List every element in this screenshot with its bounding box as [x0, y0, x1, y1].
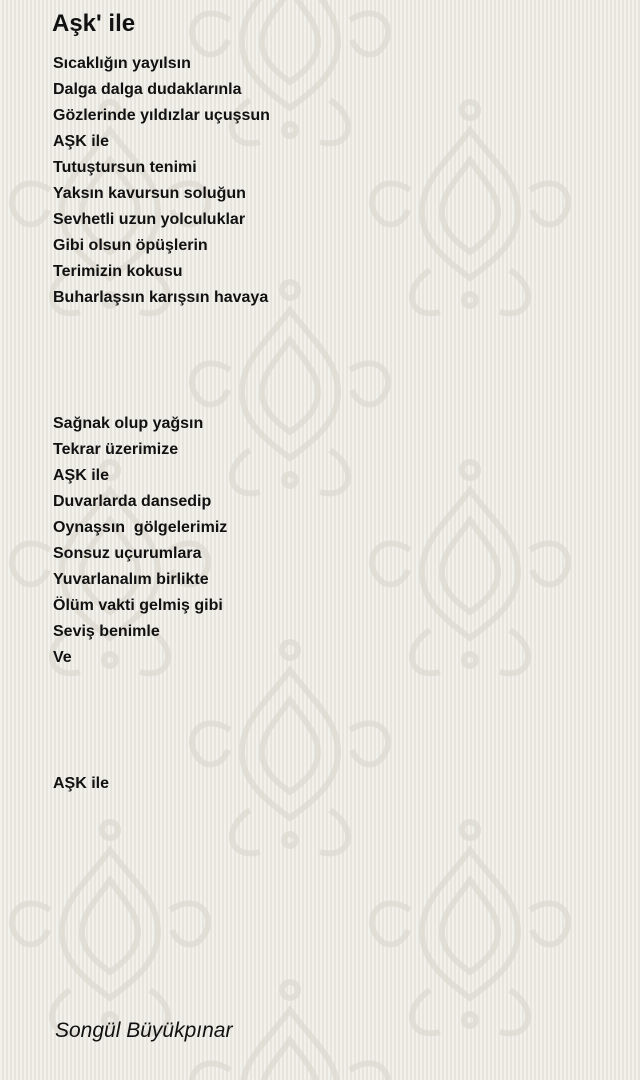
stanza-2: [53, 411, 227, 671]
poem-line: Gözlerinde yıldızlar uçuşsun: [53, 107, 270, 124]
stanza-3: [53, 771, 109, 797]
poem-line: Tekrar üzerimize: [53, 441, 179, 458]
poem-line: Tutuştursun tenimi: [53, 159, 197, 176]
poem-line: Buharlaşsın karışsın havaya: [53, 289, 269, 306]
poem-line: Yuvarlanalım birlikte: [53, 571, 209, 588]
poem-line: Sevhetli uzun yolculuklar: [53, 211, 246, 228]
stanza-1: [53, 51, 270, 311]
poem-line: Duvarlarda dansedip: [53, 493, 212, 510]
poem-line: Oynaşsın gölgelerimiz: [53, 519, 228, 536]
poem-title: Aşk' ile: [52, 10, 136, 37]
poem-line: Ölüm vakti gelmiş gibi: [53, 597, 223, 614]
poem-line: AŞK ile: [53, 775, 110, 792]
poem-line: AŞK ile: [53, 133, 110, 150]
poem-line: Sağnak olup yağsın: [53, 415, 204, 432]
poem-line: Ve: [53, 649, 72, 666]
poem-line: Terimizin kokusu: [53, 263, 183, 280]
poem-line: Seviş benimle: [53, 623, 160, 640]
poem-line: AŞK ile: [53, 467, 110, 484]
poem-line: Dalga dalga dudaklarınla: [53, 81, 242, 98]
poem-author: Songül Büyükpınar: [55, 1019, 233, 1042]
poem-line: Sonsuz uçurumlara: [53, 545, 202, 562]
poem-line: Sıcaklığın yayılsın: [53, 55, 191, 72]
poem-line: Yaksın kavursun soluğun: [53, 185, 246, 202]
poem-line: Gibi olsun öpüşlerin: [53, 237, 208, 254]
